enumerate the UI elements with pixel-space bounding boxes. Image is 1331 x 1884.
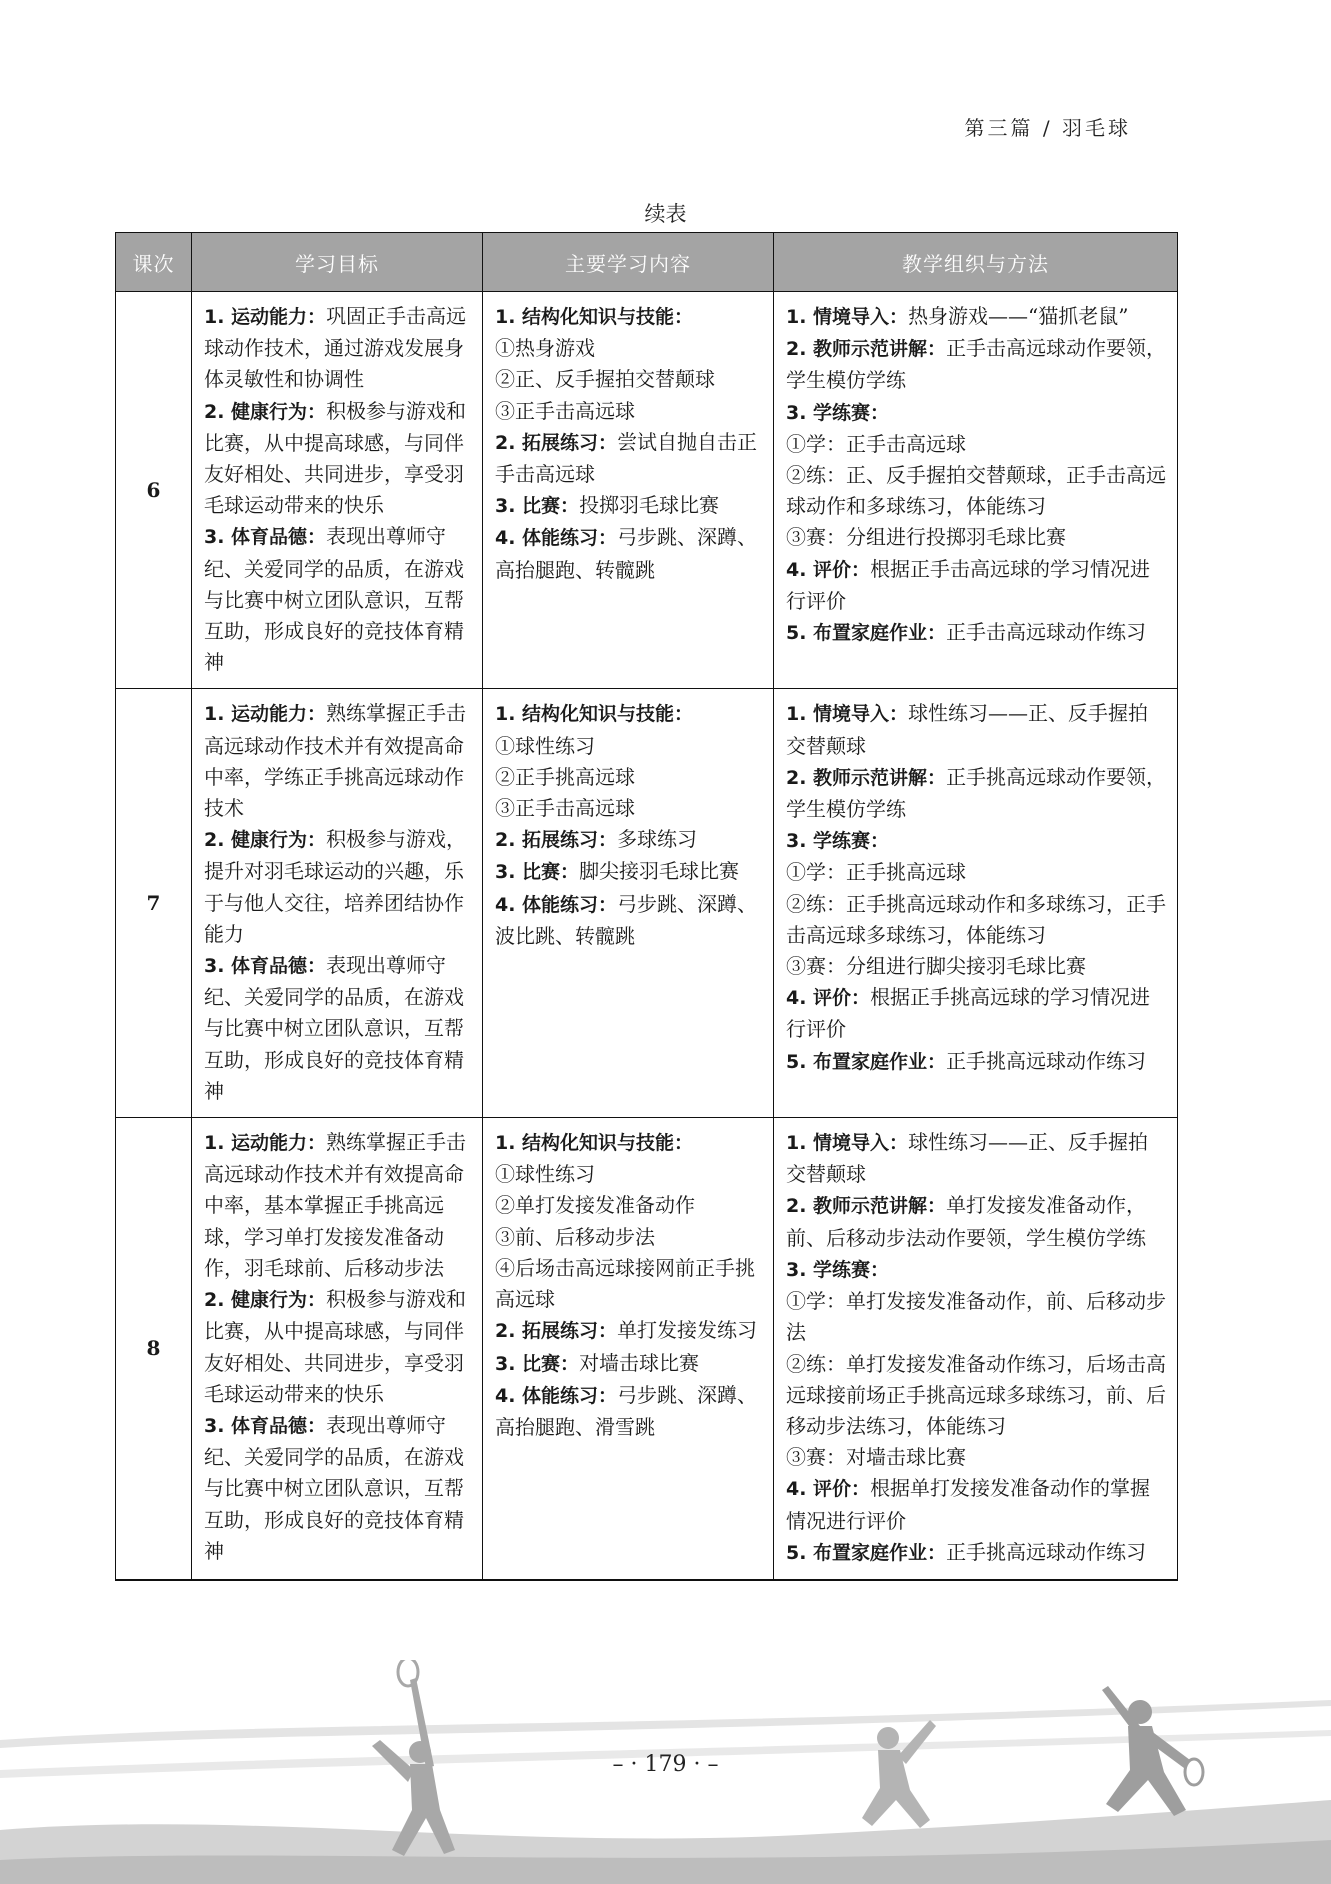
column-header-content: 主要学习内容	[483, 233, 774, 292]
methods-item	[786, 762, 1167, 825]
content-item-text: ③前、后移动步法	[495, 1224, 655, 1249]
goals-item	[204, 1127, 472, 1284]
goals-item-text: 表现出尊师守纪、关爱同学的品质，在游戏与比赛中树立团队意识，互帮互助，形成良好的竞技体育精神	[204, 524, 464, 675]
methods-item-label: 5. 布置家庭作业：	[786, 622, 947, 645]
content-item	[495, 1190, 763, 1221]
goals-item-text: 熟练掌握正手击高远球动作技术并有效提高命中率，基本掌握正手挑高远球，学习单打发接发准备动作，羽毛球前、后移动步法	[204, 1130, 467, 1280]
goals-item	[204, 1284, 472, 1410]
content-item-text: ②正手挑高远球	[495, 764, 635, 789]
learning-content-cell	[483, 1118, 774, 1580]
lesson-number-cell: 6	[116, 292, 192, 689]
table-row	[116, 292, 1178, 689]
methods-item	[786, 1046, 1167, 1078]
content-item-text: ②单打发接发准备动作	[495, 1193, 695, 1218]
content-item-label: 1. 结构化知识与技能：	[495, 306, 694, 328]
methods-item-label: 1. 情境导入：	[786, 306, 909, 328]
lesson-plan-table	[115, 232, 1178, 1581]
content-item	[495, 1159, 763, 1190]
methods-item	[786, 982, 1167, 1045]
content-item	[495, 731, 763, 762]
methods-item	[786, 617, 1167, 649]
methods-item	[786, 1254, 1167, 1286]
badminton-player-right-icon	[1102, 1686, 1203, 1816]
methods-item	[786, 301, 1167, 333]
methods-item-label: 1. 情境导入：	[786, 703, 909, 726]
lesson-number-cell: 8	[116, 1118, 192, 1580]
methods-item	[786, 1473, 1167, 1536]
content-item	[495, 856, 763, 888]
content-item-label: 3. 比赛：	[495, 1352, 580, 1375]
content-item	[495, 793, 763, 824]
methods-item-text: ③赛：分组进行脚尖接羽毛球比赛	[786, 954, 1086, 979]
goals-item-text: 积极参与游戏和比赛，从中提高球感，与同伴友好相处、共同进步，享受羽毛球运动带来的快乐	[204, 398, 467, 518]
methods-item-text: ②练：正手挑高远球动作和多球练习，正手击高远球多球练习，体能练习	[786, 891, 1166, 947]
goals-item-text: 表现出尊师守纪、关爱同学的品质，在游戏与比赛中树立团队意识，互帮互助，形成良好的竞技体育精神	[204, 953, 464, 1103]
methods-item-text: 根据正手击高远球的学习情况进行评价	[786, 556, 1151, 613]
table-header-row	[116, 233, 1178, 292]
goals-item	[204, 950, 472, 1107]
methods-item-text: 根据正手挑高远球的学习情况进行评价	[786, 985, 1151, 1042]
methods-item-label: 4. 评价：	[786, 1478, 871, 1501]
table-body	[116, 292, 1178, 1580]
methods-item	[786, 951, 1167, 982]
goals-item-label: 2. 健康行为：	[204, 1289, 327, 1312]
content-item	[495, 824, 763, 856]
table-row	[116, 689, 1178, 1118]
methods-item	[786, 554, 1167, 617]
content-item	[495, 1380, 763, 1443]
methods-item-label: 3. 学练赛：	[786, 1258, 890, 1281]
content-item-label: 4. 体能练习：	[495, 893, 618, 916]
methods-item-label: 5. 布置家庭作业：	[786, 1541, 947, 1564]
methods-item	[786, 1442, 1167, 1473]
goals-item-label: 1. 运动能力：	[204, 306, 327, 328]
methods-item	[786, 1286, 1167, 1348]
methods-item-label: 4. 评价：	[786, 558, 871, 581]
content-item	[495, 427, 763, 490]
content-item-text: ①球性练习	[495, 1162, 595, 1187]
goals-item-label: 1. 运动能力：	[204, 1132, 327, 1155]
goals-item-text: 积极参与游戏和比赛，从中提高球感，与同伴友好相处、共同进步，享受羽毛球运动带来的快乐	[204, 1287, 467, 1406]
content-item	[495, 762, 763, 793]
content-item-text: 多球练习	[617, 827, 698, 852]
methods-item-text: 正手击高远球动作要领，学生模仿学练	[786, 336, 1167, 393]
content-item	[495, 1315, 763, 1347]
methods-item-text: 球性练习——正、反手握拍交替颠球	[786, 1130, 1149, 1187]
methods-item-text: ②练：单打发接发准备动作练习，后场击高远球接前场正手挑高远球多球练习，前、后移动步法练习，体能练习	[786, 1351, 1166, 1438]
learning-goals-cell	[192, 1118, 483, 1580]
methods-item-text: ②练：正、反手握拍交替颠球，正手击高远球动作和多球练习，体能练习	[786, 463, 1166, 519]
methods-item	[786, 1127, 1167, 1190]
goals-item-text: 熟练掌握正手击高远球动作技术并有效提高命中率，学练正手挑高远球动作技术	[204, 701, 467, 821]
content-item-label: 3. 比赛：	[495, 495, 580, 518]
content-item-label: 4. 体能练习：	[495, 527, 618, 550]
content-item	[495, 490, 763, 522]
content-item-text: ①球性练习	[495, 733, 595, 758]
content-item-text: 弓步跳、深蹲、高抬腿跑、滑雪跳	[495, 1382, 758, 1439]
methods-item	[786, 889, 1167, 951]
methods-item-text: 根据单打发接发准备动作的掌握情况进行评价	[786, 1476, 1151, 1533]
learning-content-cell	[483, 689, 774, 1118]
methods-item-text: ①学：单打发接发准备动作，前、后移动步法	[786, 1289, 1166, 1345]
methods-item-text: 球性练习——正、反手握拍交替颠球	[786, 701, 1149, 758]
content-item	[495, 1348, 763, 1380]
content-item-text: 尝试自抛自击正手击高远球	[495, 429, 758, 487]
methods-item-text: 正手挑高远球动作要领，学生模仿学练	[786, 764, 1167, 822]
content-item-label: 2. 拓展练习：	[495, 431, 618, 454]
column-header-methods: 教学组织与方法	[774, 233, 1178, 292]
content-item-text: ③正手击高远球	[495, 398, 635, 423]
methods-item	[786, 429, 1167, 460]
content-item-text: 对墙击球比赛	[579, 1350, 700, 1375]
methods-item-text: ①学：正手挑高远球	[786, 860, 966, 885]
content-item	[495, 522, 763, 585]
content-item-label: 4. 体能练习：	[495, 1384, 618, 1407]
methods-item	[786, 1349, 1167, 1443]
goals-item-text: 巩固正手击高远球动作技术，通过游戏发展身体灵敏性和协调性	[204, 304, 467, 392]
content-item-text: ①热身游戏	[495, 336, 595, 361]
content-item	[495, 333, 763, 364]
goals-item	[204, 301, 472, 396]
content-item-label: 3. 比赛：	[495, 861, 580, 884]
goals-item-label: 3. 体育品德：	[204, 1414, 327, 1437]
content-item-label: 1. 结构化知识与技能：	[495, 703, 694, 726]
content-item-text: ④后场击高远球接网前正手挑高远球	[495, 1255, 755, 1312]
learning-goals-cell	[192, 292, 483, 689]
content-item	[495, 364, 763, 395]
methods-item	[786, 397, 1167, 429]
goals-item	[204, 824, 472, 950]
goals-item-label: 3. 体育品德：	[204, 526, 327, 549]
methods-item-text: 热身游戏——“猫抓老鼠”	[908, 304, 1129, 328]
teaching-methods-cell	[774, 292, 1178, 689]
content-item-label: 2. 拓展练习：	[495, 829, 618, 852]
teaching-methods-cell	[774, 689, 1178, 1118]
methods-item	[786, 698, 1167, 761]
methods-item	[786, 333, 1167, 396]
methods-item	[786, 1537, 1167, 1569]
learning-goals-cell	[192, 689, 483, 1118]
goals-item-label: 1. 运动能力：	[204, 703, 327, 726]
methods-item-label: 2. 教师示范讲解：	[786, 766, 947, 789]
methods-item-label: 3. 学练赛：	[786, 401, 890, 424]
table-row	[116, 1118, 1178, 1580]
content-item	[495, 698, 763, 730]
goals-item	[204, 698, 472, 824]
page-number: – · 179 · –	[612, 1752, 719, 1777]
goals-item-label: 3. 体育品德：	[204, 955, 327, 978]
content-item-text: 单打发接发练习	[617, 1318, 758, 1343]
methods-item-text: ③赛：分组进行投掷羽毛球比赛	[786, 525, 1066, 550]
goals-item-text: 表现出尊师守纪、关爱同学的品质，在游戏与比赛中树立团队意识，互帮互助，形成良好的竞技体育精神	[204, 1412, 464, 1563]
methods-item-text: 单打发接发准备动作，前、后移动步法动作要领，学生模仿学练	[786, 1193, 1147, 1250]
learning-content-cell	[483, 292, 774, 689]
methods-item-label: 2. 教师示范讲解：	[786, 1195, 947, 1218]
methods-item-text: 正手挑高远球动作练习	[946, 1539, 1147, 1564]
goals-item	[204, 1410, 472, 1567]
content-item	[495, 396, 763, 427]
content-item	[495, 889, 763, 952]
goals-item	[204, 521, 472, 678]
lesson-number-cell: 7	[116, 689, 192, 1118]
content-item-text: 脚尖接羽毛球比赛	[579, 859, 740, 884]
methods-item	[786, 1190, 1167, 1253]
column-header-goals: 学习目标	[192, 233, 483, 292]
content-item-text: 弓步跳、深蹲、波比跳、转髋跳	[495, 891, 758, 948]
running-header: 第三篇 / 羽毛球	[964, 116, 1131, 140]
methods-item-text: 正手挑高远球动作练习	[946, 1048, 1147, 1073]
methods-item	[786, 857, 1167, 888]
table-caption: 续表	[644, 202, 687, 226]
methods-item-label: 2. 教师示范讲解：	[786, 338, 947, 361]
methods-item-text: 正手击高远球动作练习	[946, 620, 1147, 645]
content-item-label: 2. 拓展练习：	[495, 1320, 618, 1343]
methods-item-label: 4. 评价：	[786, 987, 871, 1010]
content-item	[495, 301, 763, 333]
goals-item-label: 2. 健康行为：	[204, 400, 327, 423]
methods-item	[786, 460, 1167, 522]
goals-item-label: 2. 健康行为：	[204, 829, 327, 852]
content-item-text: 投掷羽毛球比赛	[579, 493, 720, 518]
teaching-methods-cell	[774, 1118, 1178, 1580]
content-item-text: ③正手击高远球	[495, 796, 635, 821]
methods-item	[786, 522, 1167, 553]
methods-item-label: 1. 情境导入：	[786, 1132, 909, 1155]
content-item	[495, 1222, 763, 1253]
content-item-label: 1. 结构化知识与技能：	[495, 1132, 694, 1155]
methods-item-text: ③赛：对墙击球比赛	[786, 1445, 966, 1470]
content-item-text: ②正、反手握拍交替颠球	[495, 367, 715, 392]
content-item	[495, 1127, 763, 1159]
goals-item	[204, 396, 472, 522]
column-header-lesson: 课次	[116, 233, 192, 292]
content-item	[495, 1253, 763, 1315]
methods-item	[786, 825, 1167, 857]
goals-item-text: 积极参与游戏，提升对羽毛球运动的兴趣，乐于与他人交往，培养团结协作能力	[204, 827, 467, 946]
content-item-text: 弓步跳、深蹲、高抬腿跑、转髋跳	[495, 525, 758, 582]
methods-item-text: ①学：正手击高远球	[786, 431, 966, 456]
methods-item-label: 5. 布置家庭作业：	[786, 1050, 947, 1073]
methods-item-label: 3. 学练赛：	[786, 830, 890, 853]
